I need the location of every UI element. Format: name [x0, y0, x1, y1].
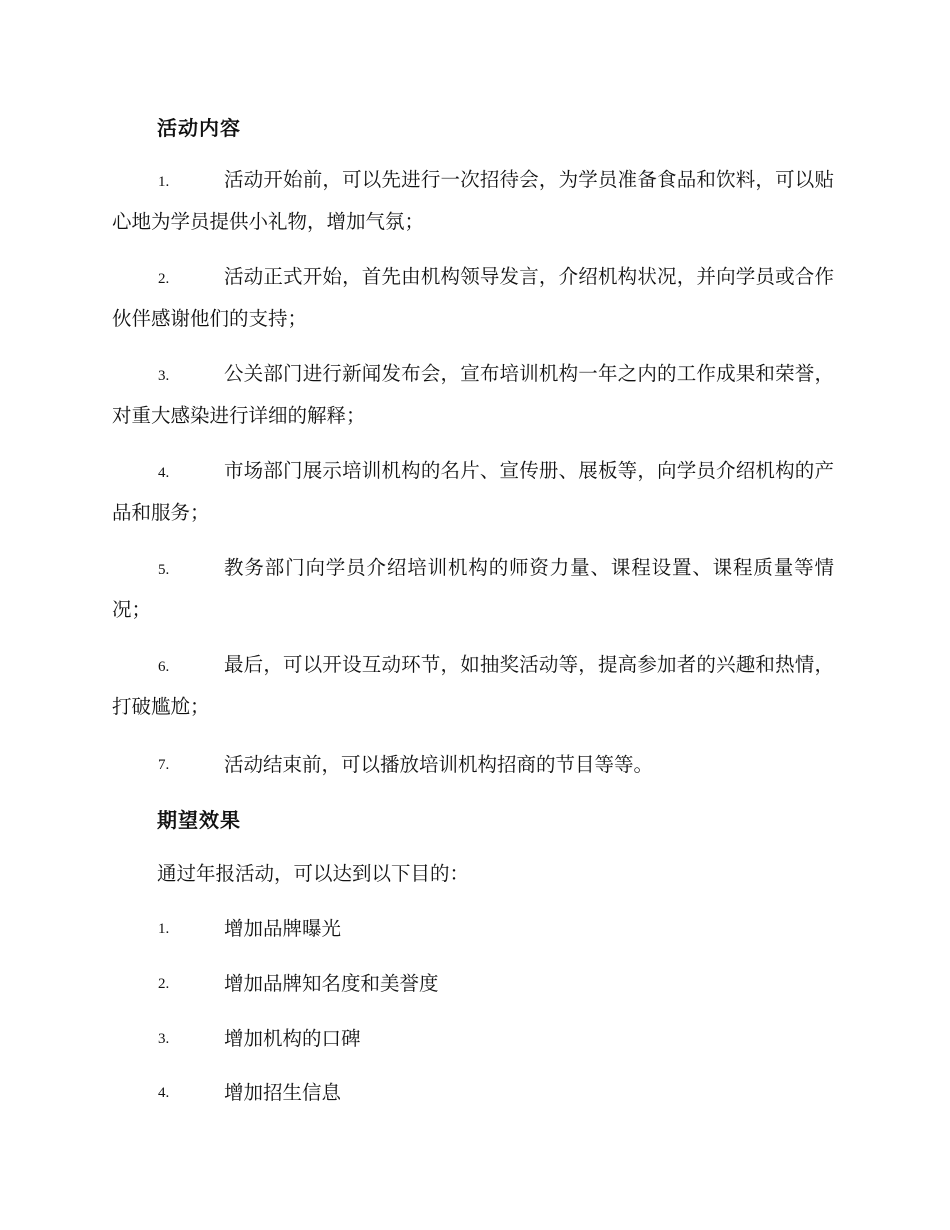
list-item-number: 5. [158, 562, 170, 578]
list-item-text: 增加机构的口碑 [224, 1027, 361, 1050]
list-item-number: 1. [158, 174, 170, 190]
list-item-number: 6. [158, 659, 170, 675]
list-item-text: 增加品牌知名度和美誉度 [224, 972, 439, 995]
list-item [112, 558, 834, 642]
list-item [112, 655, 834, 739]
list-item [112, 1027, 834, 1051]
section-heading-activity-content: 活动内容 [157, 116, 241, 140]
list-item [112, 461, 834, 545]
list-item-text: 最后，可以开设互动环节，如抽奖活动等，提高参加者的兴趣和热情，打破尴尬； [112, 653, 834, 718]
list-item [112, 170, 834, 254]
list-item-text: 市场部门展示培训机构的名片、宣传册、展板等，向学员介绍机构的产品和服务； [112, 459, 834, 524]
list-item [112, 1081, 834, 1105]
list-item-text: 活动正式开始，首先由机构领导发言，介绍机构状况，并向学员或合作伙伴感谢他们的支持； [112, 265, 834, 330]
list-item-number: 3. [158, 1031, 170, 1047]
list-item-number: 3. [158, 368, 170, 384]
list-item-number: 1. [158, 921, 170, 937]
list-item [112, 753, 834, 777]
list-item-text: 活动开始前，可以先进行一次招待会，为学员准备食品和饮料，可以贴心地为学员提供小礼物，增加气氛； [112, 168, 834, 233]
list-item-number: 2. [158, 976, 170, 992]
list-item-text: 增加招生信息 [224, 1081, 342, 1104]
list-item-number: 2. [158, 271, 170, 287]
list-item-text: 公关部门进行新闻发布会，宣布培训机构一年之内的工作成果和荣誉，对重大感染进行详细的解释； [112, 362, 834, 427]
list-item [112, 267, 834, 351]
section-intro: 通过年报活动，可以达到以下目的： [157, 862, 470, 885]
list-item-number: 7. [158, 757, 170, 773]
list-item-text: 活动结束前，可以播放培训机构招商的节目等等。 [224, 753, 654, 776]
list-item-number: 4. [158, 465, 170, 481]
list-item [112, 364, 834, 448]
list-item-text: 教务部门向学员介绍培训机构的师资力量、课程设置、课程质量等情况； [112, 556, 834, 621]
section-heading-expected-results: 期望效果 [157, 808, 241, 832]
list-item [112, 972, 834, 996]
list-item [112, 917, 834, 941]
list-item-text: 增加品牌曝光 [224, 917, 342, 940]
list-item-number: 4. [158, 1085, 170, 1101]
